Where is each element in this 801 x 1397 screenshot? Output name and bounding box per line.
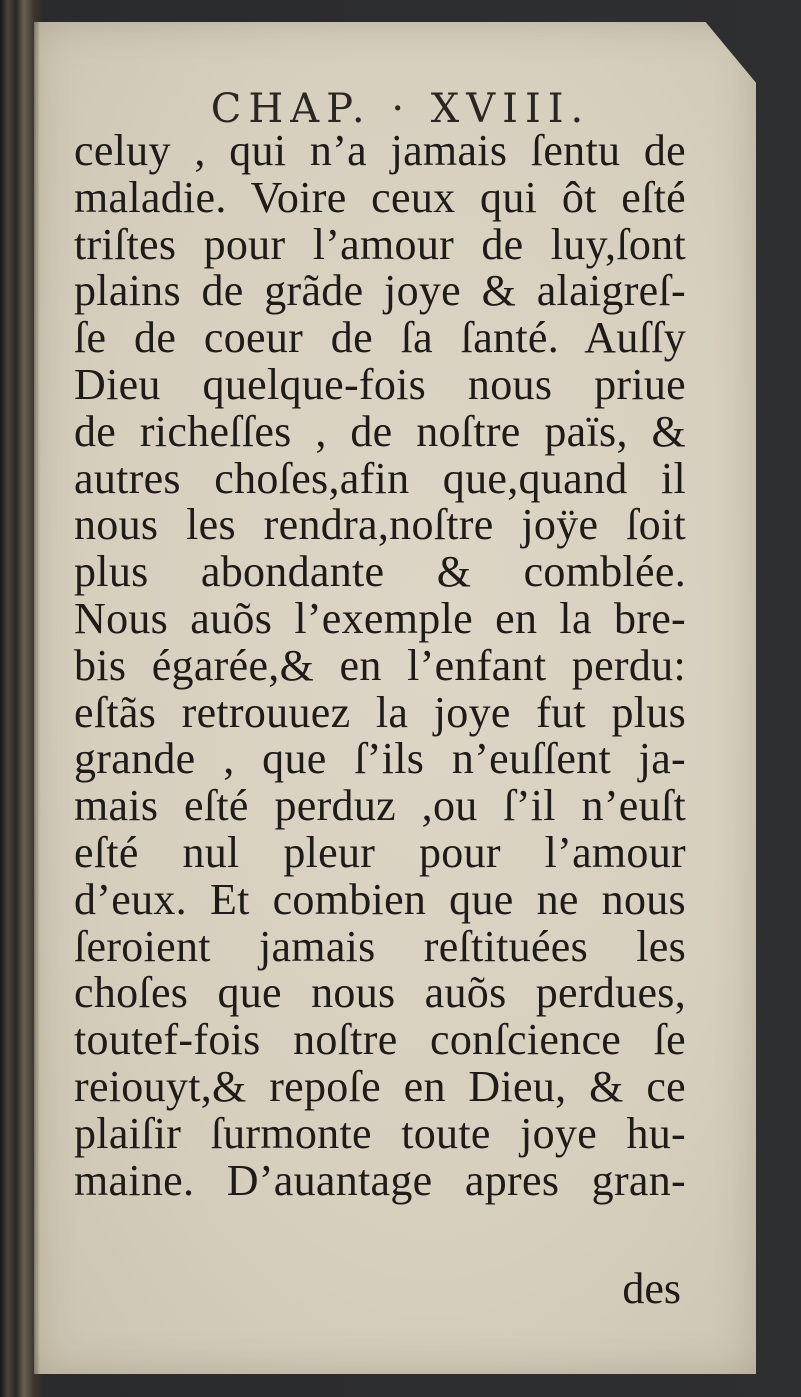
text-line: reiouyt,& repoſe en Dieu, & ce [74,1061,686,1111]
text-line: celuy , qui n’a jamais ſentu de [74,126,686,175]
text-line: maine. D’auantage apres gran- [74,1155,686,1205]
text-line: eſté nul pleur pour l’amour [74,827,686,877]
text-line: plus abondante & comblée. [74,547,686,597]
text-line: choſes que nous auõs perdues, [74,968,686,1018]
text-line: plains de grãde joye & alaigreſ- [74,266,686,316]
text-line: maladie. Voire ceux qui ôt eſté [74,172,686,222]
text-line: Dieu quelque-fois nous priue [74,359,686,409]
page-inner-edge [34,22,40,1374]
text-line: ſe de coeur de ſa ſanté. Auſſy [74,313,686,363]
text-line: autres choſes,afin que,quand il [74,453,686,503]
text-line: ſeroient jamais reſtituées les [74,921,686,971]
running-head: CHAP. · XVIII. [210,86,591,132]
text-line: plaiſir ſurmonte toute joye hu- [74,1108,686,1158]
text-line: bis égarée,& en l’enfant perdu: [74,640,686,690]
text-line: grande , que ſ’ils n’euſſent ja- [74,734,686,784]
text-line: d’eux. Et combien que ne nous [74,874,686,924]
catchword: des [622,1264,681,1313]
text-line: de richeſſes , de noſtre païs, & [74,406,686,456]
text-line: nous les rendra,noſtre joÿe ſoit [74,500,686,550]
body-text [74,128,686,1204]
text-line: Nous auõs l’exemple en la bre- [74,593,686,643]
text-line: eſtãs retrouuez la joye fut plus [74,687,686,737]
text-line: triſtes pour l’amour de luy,ſont [74,219,686,269]
text-line: toutef-fois noſtre conſcience ſe [74,1015,686,1065]
text-line: mais eſté perduz ,ou ſ’il n’euſt [74,781,686,831]
